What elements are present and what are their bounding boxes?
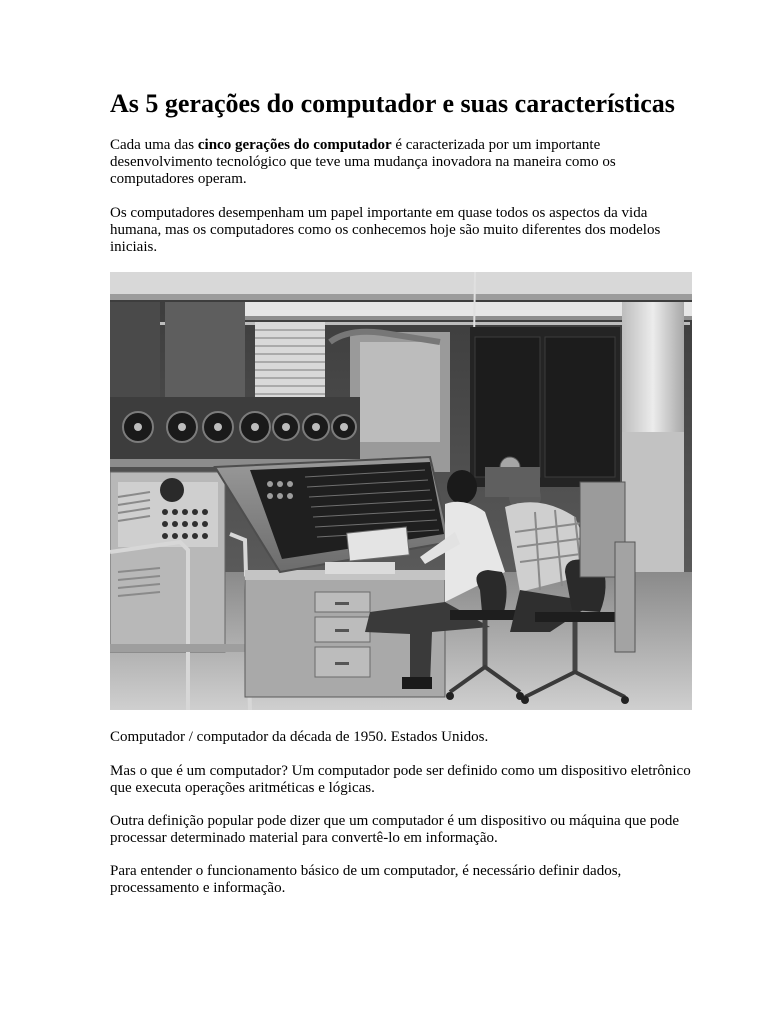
page-title: As 5 gerações do computador e suas características: [110, 89, 675, 118]
intro-text-start: Cada uma das: [110, 137, 198, 153]
computer-photo: [110, 272, 692, 710]
intro-bold-term: cinco gerações do computador: [197, 137, 392, 153]
paragraph-popular-definition: Outra definição popular pode dizer que um computador é um dispositivo ou máquina que pode processar determinado material para convertê-lo em informação.: [110, 813, 680, 846]
paragraph-importance: Os computadores desempenham um papel importante em quase todos os aspectos da vida humana, mas os computadores como os conhecemos hoje são muito diferentes dos modelos iniciais.: [110, 205, 661, 255]
document-page: [110, 88, 692, 897]
photo-caption: Computador / computador da década de 1950. Estados Unidos.: [110, 729, 489, 745]
intro-text-end: é caracterizada por um importante desenvolvimento tecnológico que teve uma mudança inovadora na maneira como os computadores operam.: [110, 137, 616, 187]
intro-paragraph: [110, 137, 692, 188]
paragraph-definition: Mas o que é um computador? Um computador pode ser definido como um dispositivo eletrônico que executa operações aritméticas e lógicas.: [110, 763, 691, 796]
paragraph-basic-operation: Para entender o funcionamento básico de um computador, é necessário definir dados, processamento e informação.: [110, 863, 622, 896]
